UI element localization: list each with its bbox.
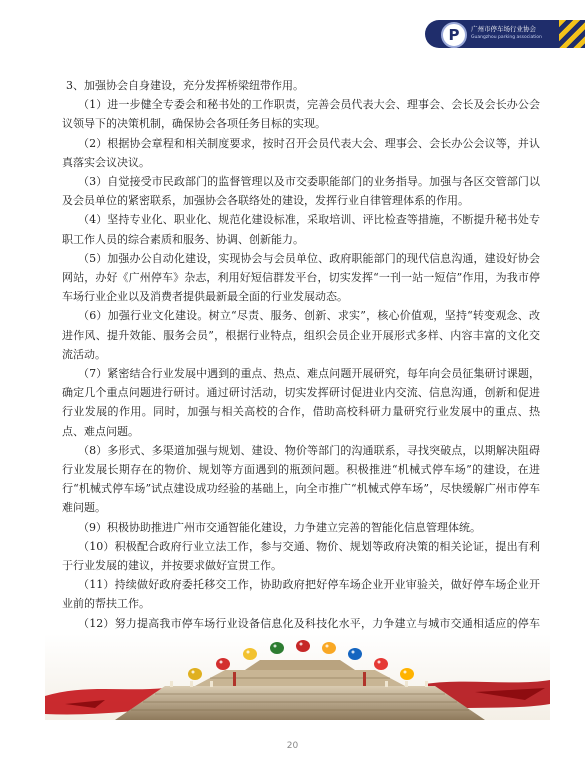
list-item-11: （11）持续做好政府委托移交工作，协助政府把好停车场企业开业审验关，做好停车场企业开业前的帮扶工作。 — [62, 578, 540, 611]
page-header — [0, 0, 585, 48]
list-item-8: （8）多形式、多渠道加强与规划、建设、物价等部门的沟通联系，寻找突破点，以期解决阻碍行业发展长期存在的物价、规划等方面遇到的瓶颈问题。积极推进“机械式停车场”的建设，在进行“机械式停车场”试点建设成功经验的基础上，向全市推广“机械式停车场”，尽快缓解广州市停车难问题。 — [62, 443, 540, 515]
section-title: 3、加强协会自身建设，充分发挥桥梁纽带作用。 — [66, 79, 304, 92]
list-item-10: （10）积极配合政府行业立法工作，参与交通、物价、规划等政府决策的相关论证，提出有利于行业发展的建议，并按要求做好宣贯工作。 — [62, 539, 540, 573]
hazard-stripes — [559, 20, 585, 48]
document-body — [62, 76, 540, 671]
list-item-2: （2）根据协会章程和相关制度要求，按时召开会员代表大会、理事会、会长办公会议等，并认真落实会议决议。 — [62, 136, 540, 169]
parking-logo-icon: P — [441, 22, 467, 48]
list-item-7: （7）紧密结合行业发展中遇到的重点、热点、难点问题开展研究，每年向会员征集研讨课题，确定几个重点问题进行研讨。通过研讨活动，切实发挥研讨促进业内交流、信息沟通，创新和促进行业发展的作用。同时，加强与相关高校的合作，借助高校科研力量研究行业发展中的重点、热点、难点问题。 — [62, 367, 540, 438]
lion-dance-banner-image — [45, 634, 550, 720]
org-name — [471, 25, 553, 41]
list-item-1: （1）进一步健全专委会和秘书处的工作职责，完善会员代表大会、理事会、会长及会长办公会议领导下的决策机制，确保协会各项任务目标的实现。 — [62, 98, 540, 131]
org-name-en: Guangzhou parking association — [471, 35, 542, 40]
list-item-6: （6）加强行业文化建设。树立“尽责、服务、创新、求实”，核心价值观，坚持“转变观念、改进作风、提升效能、服务会员”，根据行业特点，组织会员企业开展形式多样、内容丰富的文化交流活动。 — [62, 309, 540, 361]
list-item-3: （3）自觉接受市民政部门的监督管理以及市交委职能部门的业务指导。加强与各区交管部门以及会员单位的紧密联系，加强协会各联络处的建设，发挥行业自律管理体系的作用。 — [62, 175, 540, 208]
org-name-cn: 广州市停车场行业协会 — [471, 25, 536, 33]
list-item-5: （5）加强办公自动化建设，实现协会与会员单位、政府职能部门的现代信息沟通，建设好协会网站，办好《广州停车》杂志，利用好短信群发平台，切实发挥“一刊一站一短信”作用，为我市停车场行业企业以及消费者提供最新最全面的行业发展动态。 — [62, 251, 540, 304]
list-item-9: （9）积极协助推进广州市交通智能化建设，力争建立完善的智能化信息管理体统。 — [78, 520, 481, 534]
page-number: 20 — [286, 741, 299, 751]
list-item-12: （12）努力提高我市停车场行业设备信息化及科技化水平，力争建立与城市交通相适应的停车 — [78, 616, 540, 630]
list-item-4: （4）坚持专业化、职业化、规范化建设标准，采取培训、评比检查等措施，不断提升秘书处专职工作人员的综合素质和服务、协调、创新能力。 — [62, 213, 540, 246]
